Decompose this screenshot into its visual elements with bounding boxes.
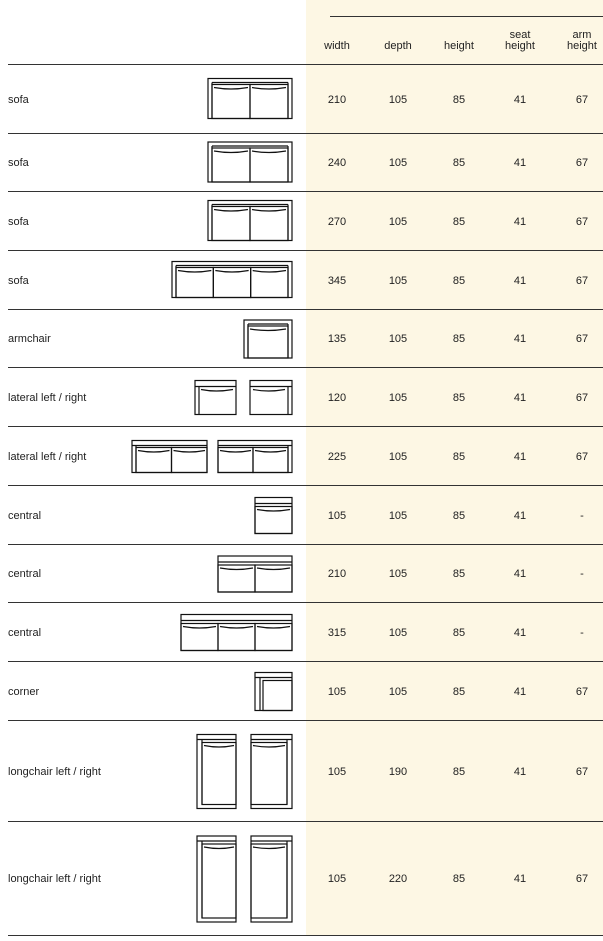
cell-seat: 41 [513, 216, 527, 228]
cell-width: 105 [327, 766, 347, 778]
cell-height: 85 [452, 873, 466, 885]
table-row [0, 192, 603, 251]
furniture-plan-drawing [120, 545, 300, 603]
cell-seat: 41 [513, 568, 527, 580]
furniture-plan-drawing [120, 65, 300, 134]
column-header-width: width [324, 40, 350, 52]
row-label: central [8, 627, 42, 639]
table-row [0, 486, 603, 545]
table-row [0, 721, 603, 822]
cell-height: 85 [452, 627, 466, 639]
row-label: sofa [8, 157, 29, 169]
column-header-arm-line2: height [567, 40, 597, 52]
furniture-plan-drawing [120, 427, 300, 486]
table-row [0, 65, 603, 134]
row-label: longchair left / right [8, 766, 101, 778]
cell-height: 85 [452, 568, 466, 580]
cell-arm: 67 [575, 94, 589, 106]
cell-width: 135 [327, 333, 347, 345]
cell-width: 240 [327, 157, 347, 169]
cell-depth: 105 [388, 568, 408, 580]
cell-depth: 105 [388, 510, 408, 522]
furniture-plan-drawing [120, 310, 300, 368]
row-label: longchair left / right [8, 873, 101, 885]
cell-width: 225 [327, 451, 347, 463]
column-header-seat-line2: height [505, 40, 535, 52]
cell-width: 210 [327, 94, 347, 106]
table-row [0, 368, 603, 427]
cell-width: 105 [327, 686, 347, 698]
cell-depth: 220 [388, 873, 408, 885]
cell-height: 85 [452, 510, 466, 522]
furniture-plan-drawing [120, 603, 300, 662]
row-label: sofa [8, 275, 29, 287]
table-row [0, 251, 603, 310]
cell-depth: 105 [388, 275, 408, 287]
table-row [0, 310, 603, 368]
cell-depth: 105 [388, 392, 408, 404]
table-row [0, 427, 603, 486]
row-label: lateral left / right [8, 451, 87, 463]
cell-arm: 67 [575, 686, 589, 698]
column-header-depth: depth [384, 40, 412, 52]
cell-depth: 190 [388, 766, 408, 778]
cell-arm: - [580, 627, 584, 639]
cell-arm: 67 [575, 451, 589, 463]
cell-height: 85 [452, 392, 466, 404]
table-row [0, 662, 603, 721]
cell-seat: 41 [513, 686, 527, 698]
cell-arm: 67 [575, 766, 589, 778]
furniture-plan-drawing [120, 486, 300, 545]
furniture-plan-drawing [120, 251, 300, 310]
cell-seat: 41 [513, 627, 527, 639]
cell-seat: 41 [513, 451, 527, 463]
cell-arm: - [580, 568, 584, 580]
row-label: armchair [8, 333, 51, 345]
cell-height: 85 [452, 686, 466, 698]
cell-height: 85 [452, 94, 466, 106]
column-header-arm-line1: arm [572, 29, 592, 41]
cell-seat: 41 [513, 275, 527, 287]
cell-width: 210 [327, 568, 347, 580]
furniture-plan-drawing [120, 192, 300, 251]
table-row [0, 603, 603, 662]
cell-seat: 41 [513, 157, 527, 169]
cell-seat: 41 [513, 510, 527, 522]
cell-height: 85 [452, 275, 466, 287]
cell-depth: 105 [388, 216, 408, 228]
cell-depth: 105 [388, 333, 408, 345]
cell-arm: 67 [575, 216, 589, 228]
table-row [0, 822, 603, 936]
cell-height: 85 [452, 766, 466, 778]
furniture-plan-drawing [120, 822, 300, 936]
row-label: central [8, 568, 42, 580]
furniture-plan-drawing [120, 368, 300, 427]
cell-height: 85 [452, 216, 466, 228]
cell-seat: 41 [513, 873, 527, 885]
cell-depth: 105 [388, 627, 408, 639]
column-header-seat-line1: seat [509, 29, 531, 41]
cell-seat: 41 [513, 333, 527, 345]
furniture-plan-drawing [120, 662, 300, 721]
cell-arm: 67 [575, 275, 589, 287]
cell-arm: 67 [575, 873, 589, 885]
cell-height: 85 [452, 157, 466, 169]
row-label: lateral left / right [8, 392, 87, 404]
cell-width: 270 [327, 216, 347, 228]
cell-depth: 105 [388, 451, 408, 463]
cell-arm: 67 [575, 157, 589, 169]
header-top-rule [330, 16, 603, 17]
row-label: corner [8, 686, 40, 698]
cell-arm: 67 [575, 333, 589, 345]
table-row [0, 134, 603, 192]
furniture-plan-drawing [120, 721, 300, 822]
cell-seat: 41 [513, 392, 527, 404]
furniture-plan-drawing [120, 134, 300, 192]
cell-height: 85 [452, 451, 466, 463]
cell-arm: 67 [575, 392, 589, 404]
cell-seat: 41 [513, 766, 527, 778]
cell-width: 120 [327, 392, 347, 404]
cell-arm: - [580, 510, 584, 522]
table-row [0, 545, 603, 603]
cell-width: 345 [327, 275, 347, 287]
cell-width: 105 [327, 510, 347, 522]
row-label: sofa [8, 94, 29, 106]
cell-height: 85 [452, 333, 466, 345]
cell-depth: 105 [388, 157, 408, 169]
cell-seat: 41 [513, 94, 527, 106]
cell-width: 105 [327, 873, 347, 885]
column-header-height: height [444, 40, 474, 52]
cell-width: 315 [327, 627, 347, 639]
cell-depth: 105 [388, 94, 408, 106]
row-label: central [8, 510, 42, 522]
row-label: sofa [8, 216, 29, 228]
cell-depth: 105 [388, 686, 408, 698]
